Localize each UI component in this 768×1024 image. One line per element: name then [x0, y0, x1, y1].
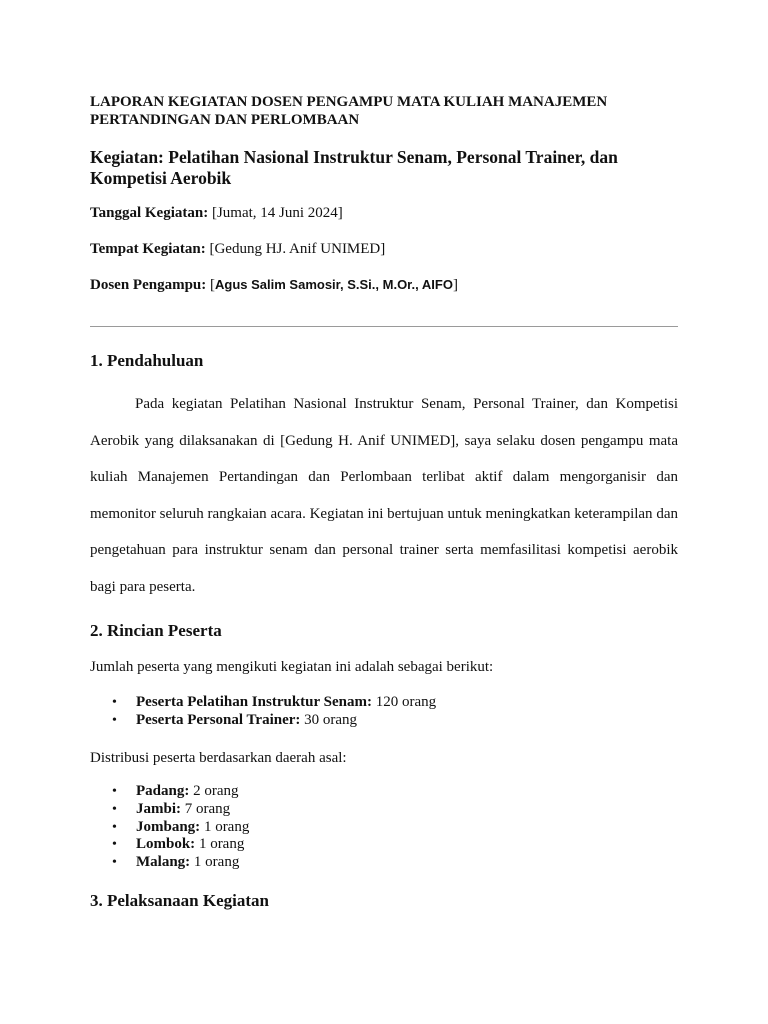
list-item: [90, 801, 249, 819]
item-value: 7 orang: [184, 800, 231, 817]
activity-lecturer: [90, 276, 458, 294]
report-title: LAPORAN KEGIATAN DOSEN PENGAMPU MATA KULIAH MANAJEMEN PERTANDINGAN DAN PERLOMBAAN: [90, 94, 608, 128]
section-heading-pelaksanaan-kegiatan: 3. Pelaksanaan Kegiatan: [90, 891, 269, 910]
item-value: 1 orang: [203, 818, 250, 835]
list-item: [90, 694, 436, 712]
participants-intro: Jumlah peserta yang mengikuti kegiatan ini adalah sebagai berikut:: [90, 659, 494, 675]
lecturer-bracket-open: [: [210, 277, 216, 293]
bullet-icon: •: [112, 712, 117, 728]
activity-place: [90, 240, 385, 258]
lecturer-label: Dosen Pengampu:: [90, 277, 207, 293]
distribution-intro: Distribusi peserta berdasarkan daerah asal:: [90, 750, 347, 766]
region-list: [90, 783, 249, 872]
participant-list: [90, 694, 436, 730]
activity-date: [90, 204, 343, 222]
item-label: Jombang:: [136, 818, 201, 835]
item-label: Peserta Pelatihan Instruktur Senam:: [136, 694, 372, 710]
item-value: 2 orang: [193, 783, 239, 799]
lecturer-bracket-close: ]: [452, 277, 458, 293]
list-item: [90, 836, 249, 854]
section-heading-pendahuluan: 1. Pendahuluan: [90, 351, 204, 370]
item-value: 1 orang: [193, 854, 240, 871]
item-label: Malang:: [136, 854, 191, 871]
place-label: Tempat Kegiatan:: [90, 241, 206, 257]
horizontal-divider: [90, 326, 678, 327]
item-label: Peserta Personal Trainer:: [136, 711, 301, 728]
activity-title: Kegiatan: Pelatihan Nasional Instruktur Senam, Personal Trainer, dan Kompetisi Aerobik: [90, 147, 618, 188]
item-label: Jambi:: [136, 800, 181, 817]
item-value: 1 orang: [198, 836, 245, 853]
list-item: [90, 783, 249, 801]
item-label: Lombok:: [136, 836, 196, 853]
bullet-icon: •: [112, 784, 117, 799]
list-item: [90, 712, 436, 730]
item-label: Padang:: [136, 783, 190, 799]
list-item: [90, 854, 249, 872]
intro-paragraph: Pada kegiatan Pelatihan Nasional Instruktur Senam, Personal Trainer, dan Kompetisi Aerobik yang dilaksanakan di [Gedung H. Anif UNIMED], saya selaku dosen pengampu mata kuliah Manajemen Pertandingan dan Perlombaan terlibat aktif dalam mengorganisir dan memonitor seluruh rangkaian acara. Kegiatan ini bertujuan untuk meningkatkan keterampilan dan pengetahuan para instruktur senam dan personal trainer serta memfasilitasi kompetisi aerobik bagi para peserta.: [90, 396, 678, 595]
bullet-icon: •: [112, 801, 117, 817]
date-value: [Jumat, 14 Juni 2024]: [211, 205, 343, 221]
list-item: [90, 819, 249, 837]
place-value: [Gedung HJ. Anif UNIMED]: [209, 241, 386, 257]
date-label: Tanggal Kegiatan:: [90, 205, 209, 221]
bullet-icon: •: [112, 855, 117, 871]
bullet-icon: •: [112, 819, 117, 835]
bullet-icon: •: [112, 837, 117, 853]
bullet-icon: •: [112, 695, 117, 710]
item-value: 30 orang: [304, 711, 358, 728]
section-heading-rincian-peserta: 2. Rincian Peserta: [90, 621, 222, 640]
lecturer-name: Agus Salim Samosir, S.Si., M.Or., AIFO: [215, 277, 453, 292]
item-value: 120 orang: [375, 694, 437, 710]
